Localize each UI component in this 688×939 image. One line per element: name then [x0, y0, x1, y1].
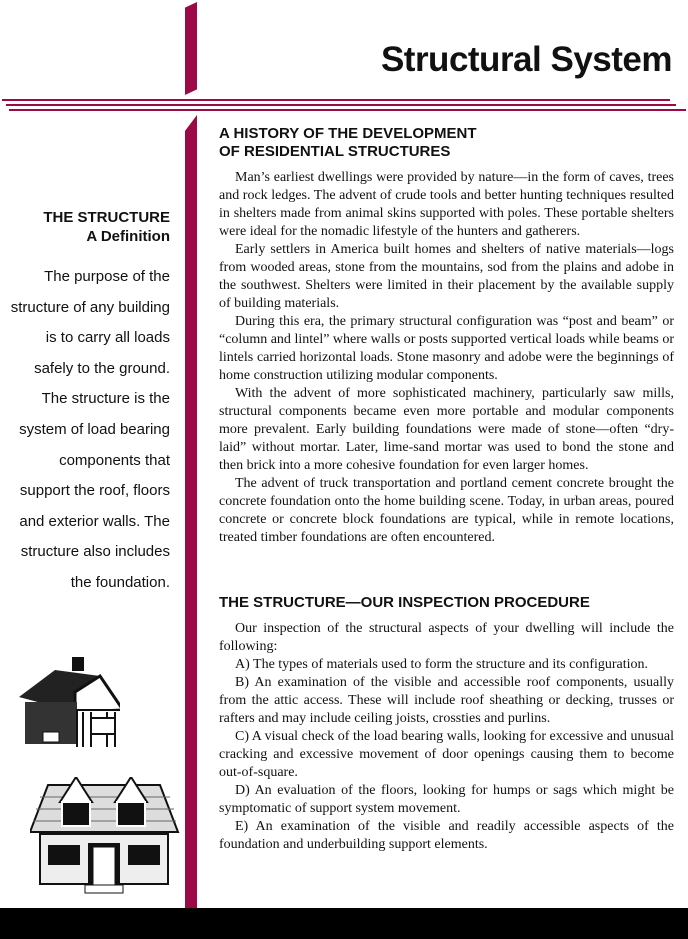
- history-heading: A HISTORY OF THE DEVELOPMENT OF RESIDENTIAL STRUCTURES: [219, 125, 477, 160]
- list-item: A) The types of materials used to form the structure and its configuration.: [235, 657, 649, 672]
- paragraph: The advent of truck transportation and portland cement concrete brought the concrete foundation onto the home building scene. Today, in urban areas, poured concrete or concrete block foundations are typical, while in remote locations, treated timber foundations are often encountered.: [219, 476, 674, 545]
- accent-bar-main: [185, 115, 197, 910]
- list-item: D) An evaluation of the floors, looking for humps or sags which might be symptomatic of support system movement.: [219, 783, 674, 816]
- paragraph: Early settlers in America built homes and shelters of native materials—logs from wooded areas, stone from the mountains, sod from the plains and adobe in the southwest. Shelters were limited in their placement by the available supply of building materials.: [219, 242, 674, 311]
- rule-line: [2, 99, 670, 101]
- sidebar-heading-title: THE STRUCTURE: [43, 209, 170, 226]
- inspection-section: [219, 594, 674, 854]
- footer-bar: [0, 908, 688, 939]
- sidebar-heading-subtitle: A Definition: [86, 228, 170, 245]
- house-illustration: [30, 777, 180, 895]
- paragraph: Man’s earliest dwellings were provided by nature—in the form of caves, trees and rock ledges. The advent of crude tools and better hunting techniques resulted in shelters made from animal skins supported with poles. These portable shelters were ideal for the nomadic lifestyle of the hunters and gatherers.: [219, 170, 674, 239]
- sidebar-body: The purpose of the structure of any building is to carry all loads safely to the ground. The structure is the system of load bearing components that support the roof, floors and exterior walls. The structure also includes the foundation.: [10, 268, 170, 591]
- list-item: C) A visual check of the load bearing walls, looking for excessive and unusual cracking and excessive movement of door openings causing them to become out-of-square.: [219, 729, 674, 780]
- page-title: Structural System: [380, 40, 672, 79]
- list-item: E) An examination of the visible and readily accessible aspects of the foundation and underbuilding support elements.: [219, 819, 674, 852]
- paragraph: Our inspection of the structural aspects of your dwelling will include the following:: [219, 621, 674, 654]
- rule-line: [6, 104, 676, 106]
- history-section: [219, 125, 674, 547]
- paragraph: During this era, the primary structural configuration was “post and beam” or “column and lintel” where walls or posts supported vertical loads while beams or lintels carried horizontal loads. Stone masonry and adobe were the beginnings of home construction utilizing modular components.: [219, 314, 674, 383]
- rule-line: [9, 109, 686, 111]
- sidebar-heading: [0, 208, 170, 246]
- cabin-illustration: [15, 652, 120, 747]
- accent-bar-top: [185, 2, 197, 95]
- list-item: B) An examination of the visible and accessible roof components, usually from the attic access. These will include roof sheathing or decking, trusses or rafters and may include ceiling joists, crossties and purlins.: [219, 675, 674, 726]
- paragraph: With the advent of more sophisticated machinery, particularly saw mills, structural components became even more portable and modular components more prevalent. Early building foundations were made of stone—often “dry-laid” without mortar. Later, lime-sand mortar was used to bond the stone and then brick into a more cohesive foundation for even larger homes.: [219, 386, 674, 473]
- inspection-heading: THE STRUCTURE—OUR INSPECTION PROCEDURE: [219, 594, 590, 611]
